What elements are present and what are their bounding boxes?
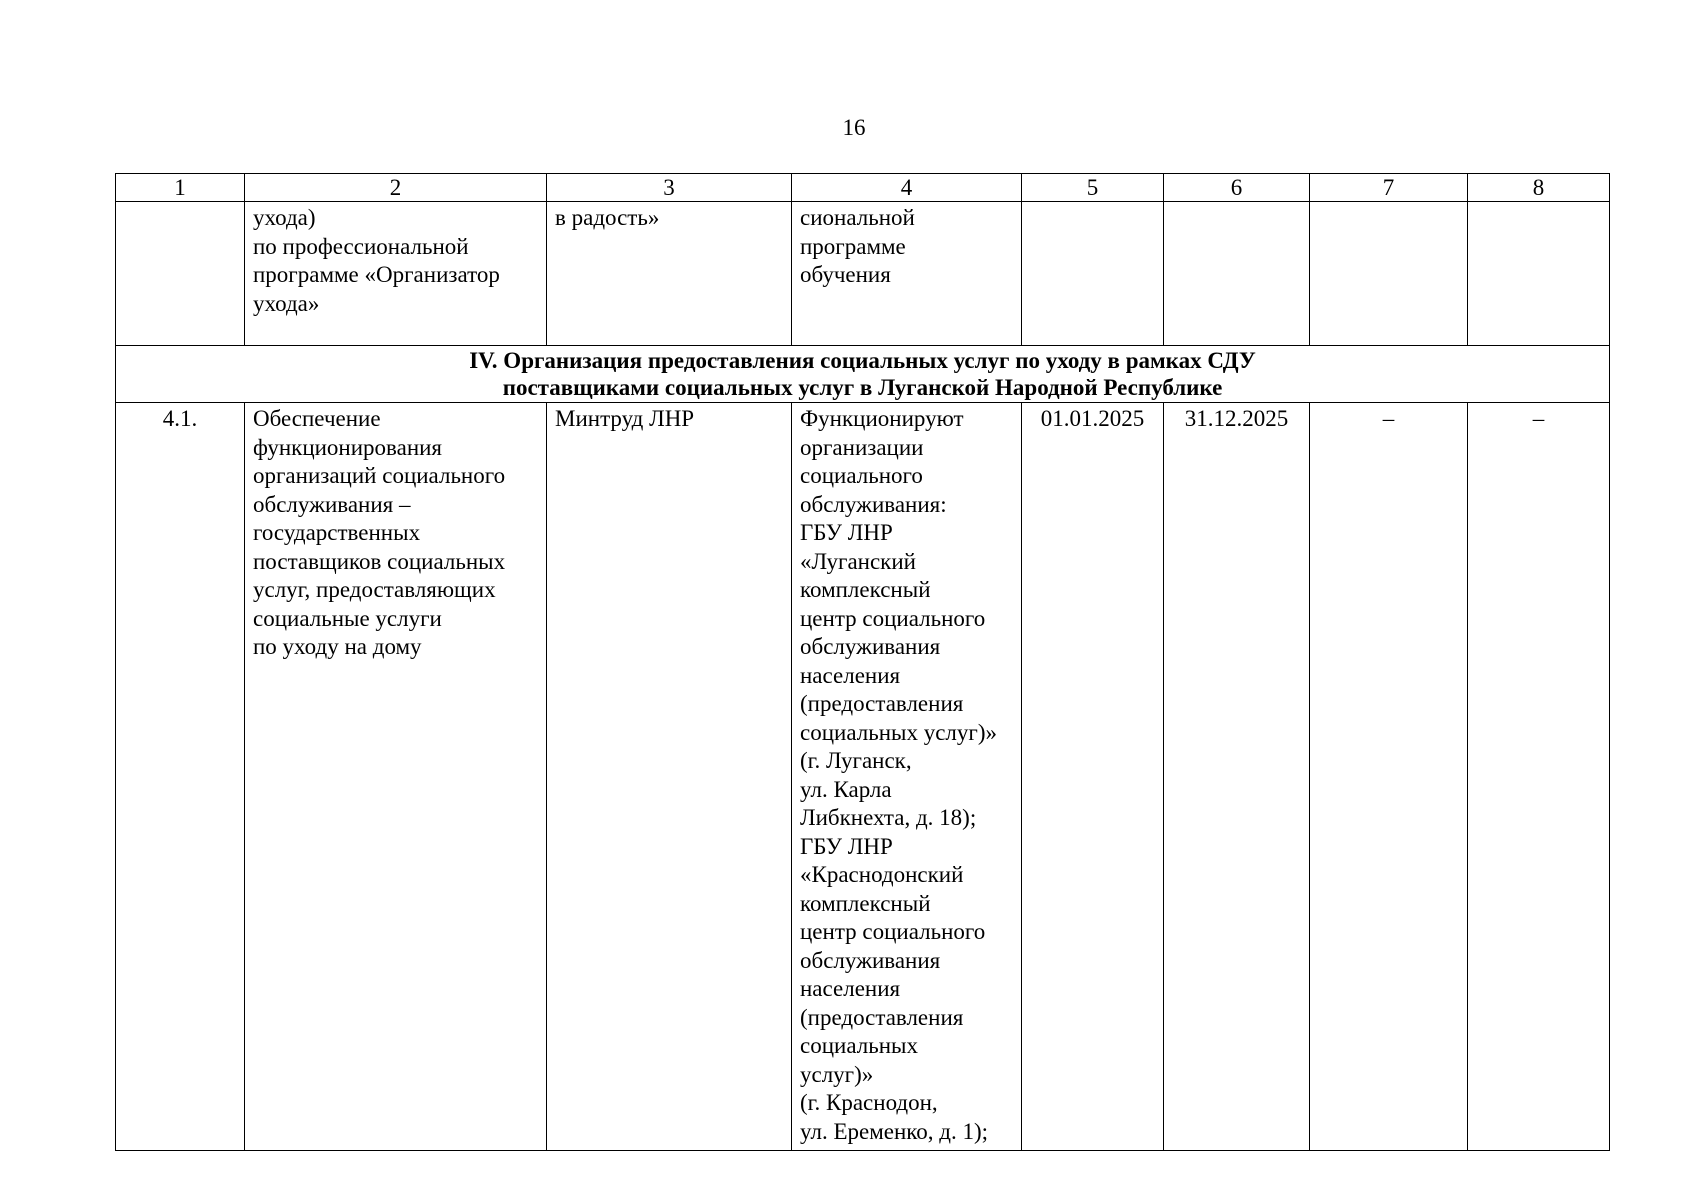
plan-table <box>115 173 1610 1151</box>
text-line: социальные услуги <box>253 605 442 631</box>
continuation-cell-col8 <box>1468 202 1610 346</box>
text-line: в радость» <box>555 205 660 230</box>
text-line: (предоставления <box>800 1004 964 1030</box>
text-line: ул. Карла <box>800 776 892 802</box>
text-line: услуг)» <box>800 1061 874 1087</box>
text-line: «Луганский <box>800 548 916 574</box>
text-line: населения <box>800 662 901 688</box>
text-line: обслуживания: <box>800 491 947 517</box>
text-line: ухода» <box>253 290 320 316</box>
text-line: обслуживания <box>800 634 941 659</box>
text-line: по уходу на дому <box>253 634 422 659</box>
text-line: ухода) <box>253 205 316 230</box>
responsible-cell <box>547 403 792 1151</box>
text-line: обслуживания – <box>253 491 411 517</box>
column-number: 6 <box>1164 174 1310 202</box>
text-line: (г. Краснодон, <box>800 1090 938 1115</box>
continuation-row <box>116 202 1610 346</box>
column-number: 7 <box>1310 174 1468 202</box>
text-line: Минтруд ЛНР <box>555 406 695 431</box>
text-line: программе <box>800 233 906 259</box>
text-line: населения <box>800 976 901 1001</box>
section-heading-line: поставщиками социальных услуг в Луганской Народной Республике <box>502 375 1223 400</box>
text-line: программе «Организатор <box>253 262 500 287</box>
text-line: Функционируют <box>800 406 964 431</box>
continuation-cell-number <box>116 202 245 346</box>
text-line: ул. Еременко, д. 1); <box>800 1118 989 1144</box>
text-line: «Краснодонский <box>800 862 964 887</box>
continuation-cell-col7 <box>1310 202 1468 346</box>
text-line: по профессиональной <box>253 233 469 259</box>
text-line: комплексный <box>800 577 931 602</box>
text-line: комплексный <box>800 890 931 916</box>
result-cell <box>792 403 1022 1151</box>
continuation-cell-start <box>1022 202 1164 346</box>
column-number: 3 <box>547 174 792 202</box>
text-line: (предоставления <box>800 691 964 716</box>
column-number-row <box>116 174 1610 202</box>
text-line: центр социального <box>800 605 986 631</box>
text-line: социальных <box>800 1033 918 1058</box>
end-date-cell: 31.12.2025 <box>1164 403 1310 1151</box>
text-line: государственных <box>253 520 421 545</box>
continuation-cell-responsible <box>547 202 792 346</box>
column-number: 4 <box>792 174 1022 202</box>
row-number: 4.1. <box>116 403 245 1151</box>
table-row <box>116 403 1610 1151</box>
text-line: обучения <box>800 262 891 287</box>
col8-cell: – <box>1468 403 1610 1151</box>
measure-cell <box>245 403 547 1151</box>
text-line: ГБУ ЛНР <box>800 833 893 859</box>
text-line: сиональной <box>800 205 915 230</box>
text-line: (г. Луганск, <box>800 748 912 773</box>
text-line: Либкнехта, д. 18); <box>800 805 977 830</box>
start-date-cell: 01.01.2025 <box>1022 403 1164 1151</box>
continuation-cell-result <box>792 202 1022 346</box>
column-number: 5 <box>1022 174 1164 202</box>
text-line: функционирования <box>253 434 443 460</box>
col7-cell: – <box>1310 403 1468 1151</box>
text-line: социальных услуг)» <box>800 719 997 745</box>
text-line: Обеспечение <box>253 406 381 431</box>
continuation-cell-end <box>1164 202 1310 346</box>
text-line: услуг, предоставляющих <box>253 577 496 602</box>
text-line: обслуживания <box>800 947 941 973</box>
section-heading-line: IV. Организация предоставления социальных услуг по уходу в рамках СДУ <box>469 348 1256 373</box>
column-number: 1 <box>116 174 245 202</box>
text-line: социального <box>800 463 923 488</box>
text-line: ГБУ ЛНР <box>800 520 893 545</box>
column-number: 2 <box>245 174 547 202</box>
text-line: поставщиков социальных <box>253 548 506 574</box>
section-heading <box>116 346 1610 403</box>
text-line: организации <box>800 434 924 460</box>
page-number: 16 <box>842 115 866 140</box>
text-line: центр социального <box>800 919 986 944</box>
continuation-cell-measure <box>245 202 547 346</box>
column-number: 8 <box>1468 174 1610 202</box>
section-heading-row <box>116 346 1610 403</box>
text-line: организаций социального <box>253 463 506 488</box>
